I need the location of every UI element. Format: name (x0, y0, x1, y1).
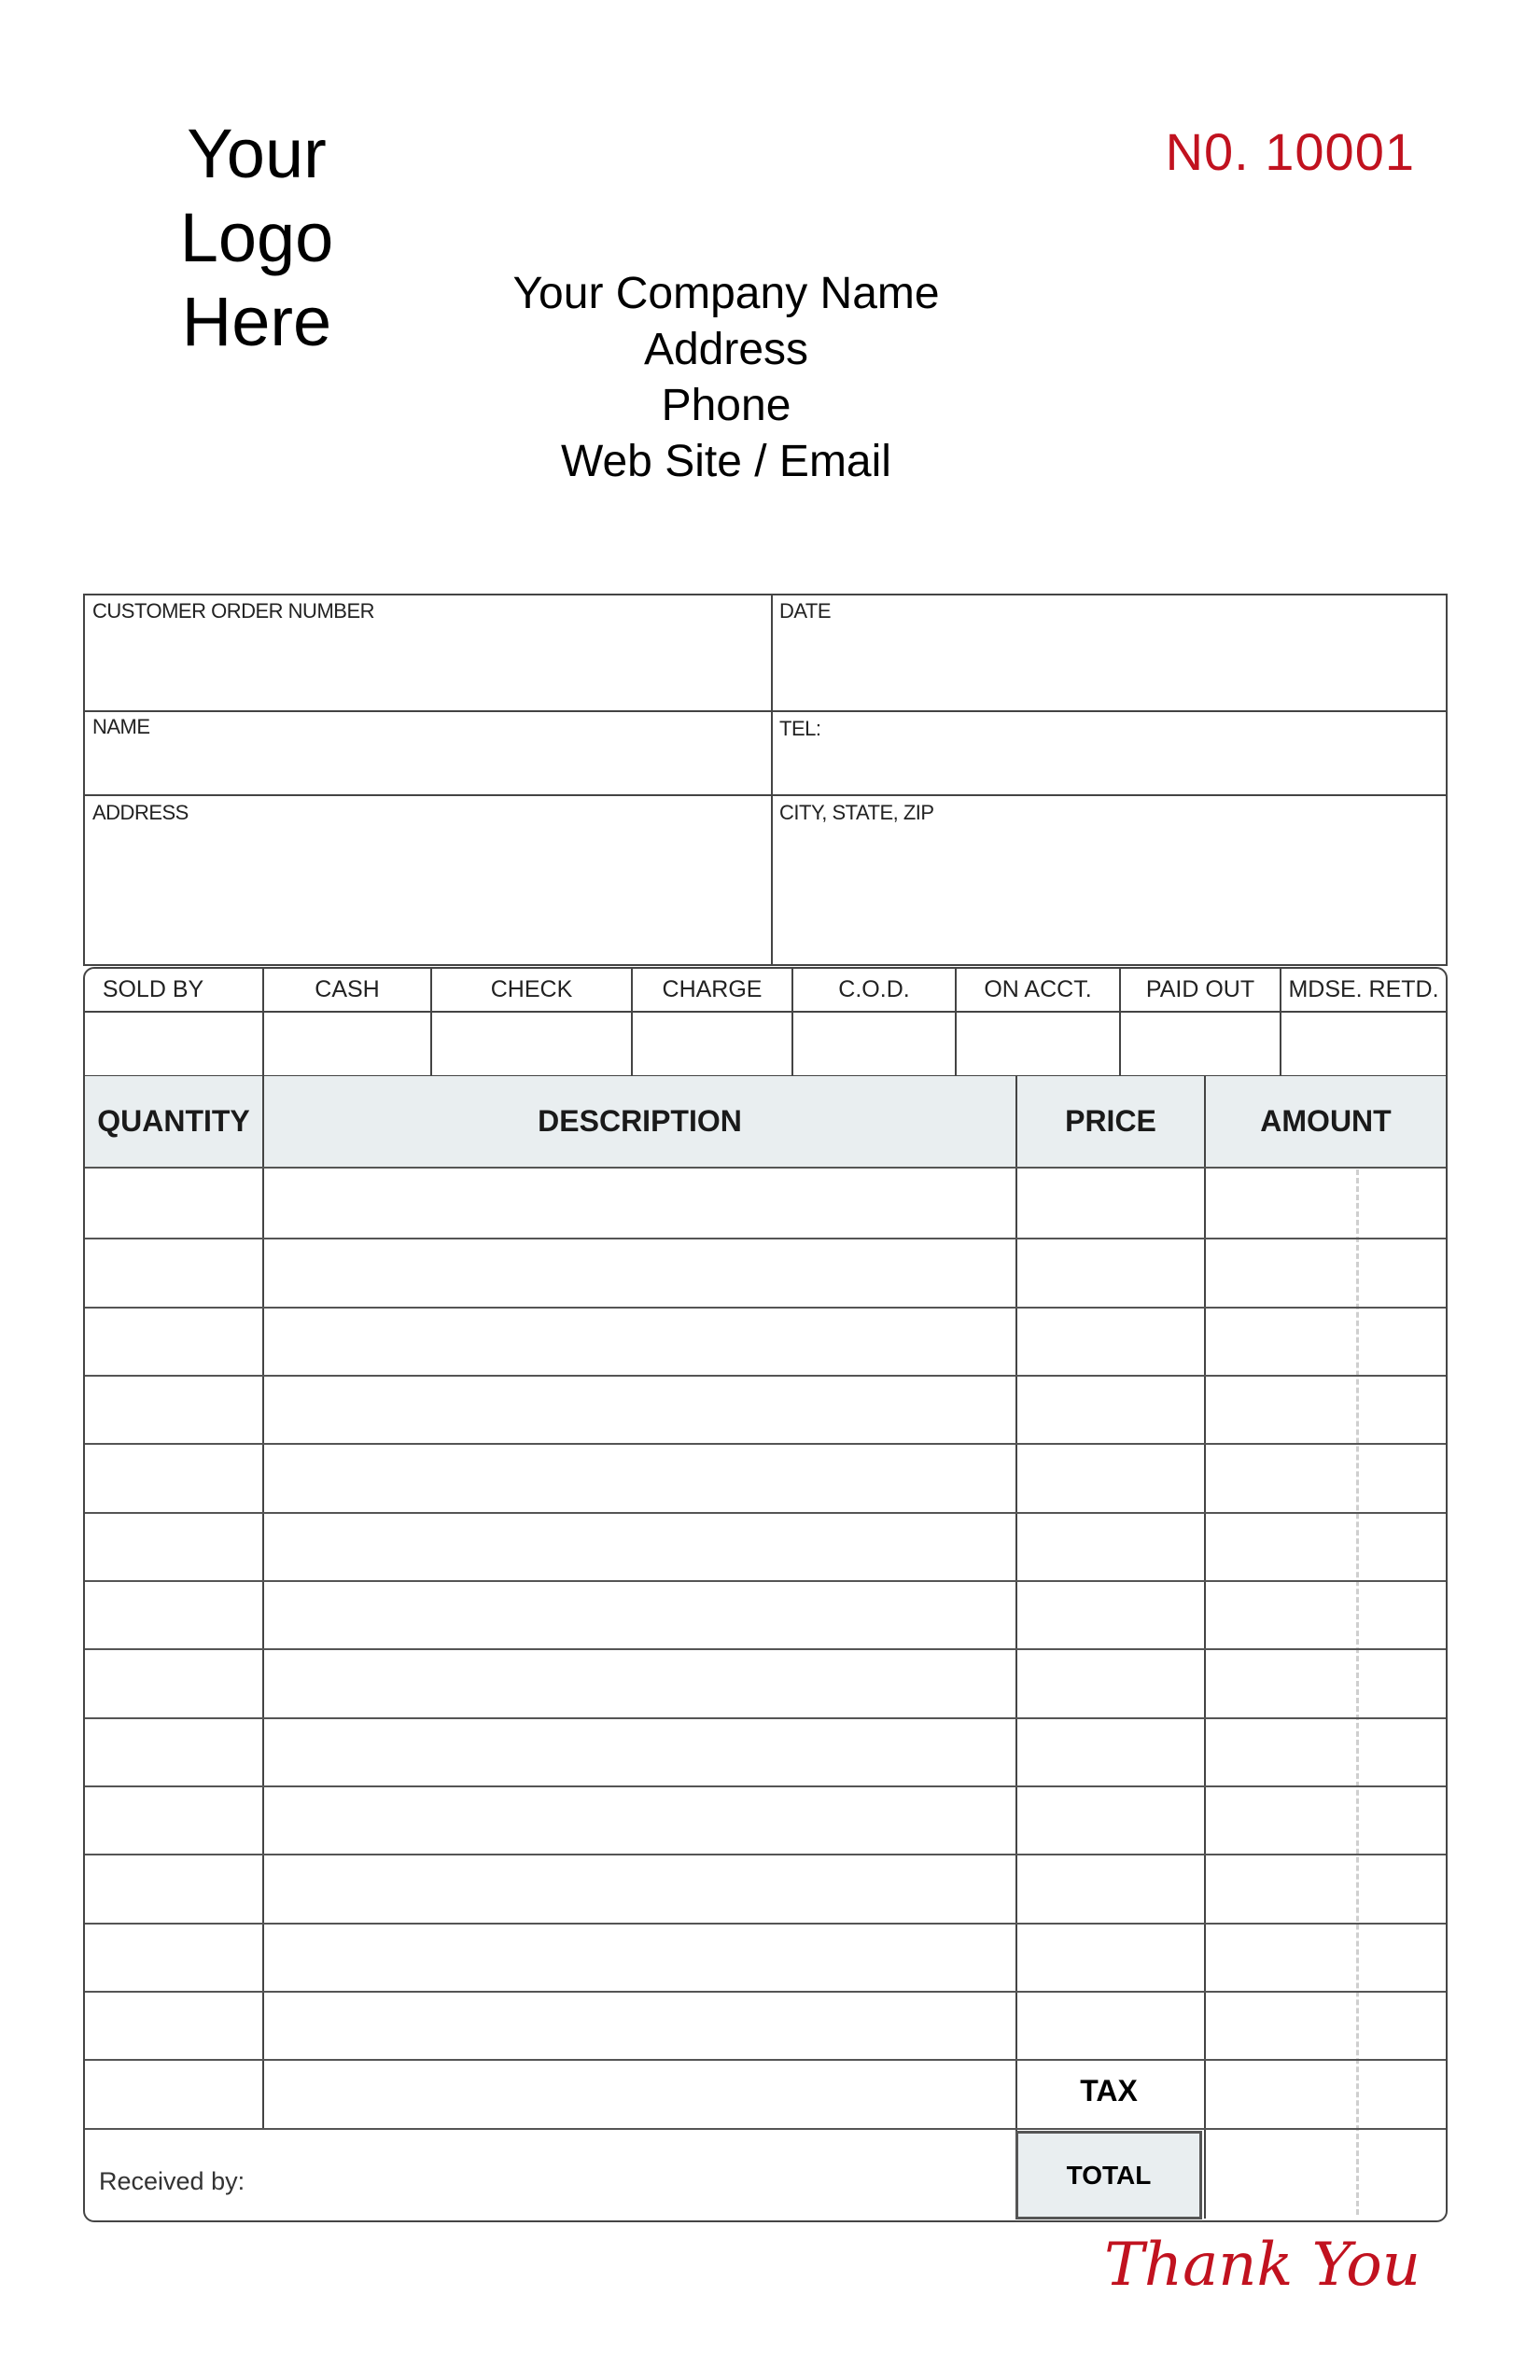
address-field[interactable] (89, 827, 766, 958)
company-name: Your Company Name (512, 269, 940, 318)
mdse-retd-label: MDSE. RETD. (1288, 976, 1439, 1002)
payment-method-row (83, 967, 1448, 1077)
thank-you-signature: Thank You (1104, 2231, 1421, 2300)
row-divider (85, 1443, 1446, 1445)
logo-line: Your (187, 115, 327, 192)
check-field[interactable] (434, 1014, 629, 1073)
row-divider (85, 1238, 1446, 1239)
sold-by-field[interactable] (87, 1014, 260, 1073)
divider (262, 1076, 264, 2129)
divider (771, 595, 773, 964)
date-field[interactable] (776, 625, 1444, 707)
row-divider (85, 1991, 1446, 1993)
divider (85, 1011, 1446, 1013)
city-state-zip-label: CITY, STATE, ZIP (779, 801, 934, 824)
invoice-number: N0. 10001 (1165, 122, 1415, 181)
cash-label: CASH (315, 976, 380, 1002)
row-divider (85, 1648, 1446, 1650)
customer-order-number-label: CUSTOMER ORDER NUMBER (92, 599, 375, 623)
company-web: Web Site / Email (561, 437, 891, 486)
amount-header: AMOUNT (1206, 1076, 1446, 1167)
divider (85, 794, 1446, 796)
mdse-retd-field[interactable] (1283, 1014, 1444, 1073)
logo-line: Logo (179, 199, 334, 276)
address-label: ADDRESS (92, 801, 189, 824)
row-divider (85, 2059, 1446, 2061)
divider (1204, 1076, 1206, 2219)
divider (85, 710, 1446, 712)
customer-order-number-field[interactable] (89, 625, 766, 707)
items-table (83, 1076, 1448, 2222)
row-divider (85, 2128, 1446, 2130)
paid-out-field[interactable] (1123, 1014, 1278, 1073)
logo-placeholder (140, 112, 373, 364)
logo-line: Here (181, 283, 332, 360)
cod-field[interactable] (795, 1014, 953, 1073)
check-label: CHECK (490, 976, 573, 1002)
row-divider (85, 1512, 1446, 1514)
description-header: DESCRIPTION (264, 1076, 1015, 1167)
company-block (446, 266, 1006, 490)
customer-info-box (83, 594, 1448, 966)
name-field[interactable] (89, 741, 766, 791)
cash-field[interactable] (266, 1014, 428, 1073)
company-phone: Phone (661, 381, 791, 430)
cod-label: C.O.D. (838, 976, 910, 1002)
tax-label: TAX (1080, 2073, 1138, 2107)
company-address: Address (643, 325, 809, 374)
row-divider (85, 1580, 1446, 1582)
row-divider (85, 1167, 1446, 1169)
charge-label: CHARGE (662, 976, 763, 1002)
on-acct-field[interactable] (959, 1014, 1117, 1073)
price-header: PRICE (1017, 1076, 1204, 1167)
charge-field[interactable] (635, 1014, 790, 1073)
quantity-header: QUANTITY (85, 1076, 262, 1167)
row-divider (85, 1717, 1446, 1719)
paid-out-label: PAID OUT (1145, 976, 1255, 1002)
date-label: DATE (779, 599, 832, 623)
total-label: TOTAL (1015, 2131, 1202, 2219)
row-divider (85, 1923, 1446, 1925)
row-divider (85, 1854, 1446, 1855)
row-divider (85, 1307, 1446, 1309)
city-state-zip-field[interactable] (776, 827, 1444, 958)
on-acct-label: ON ACCT. (984, 976, 1092, 1002)
received-by-label: Received by: (99, 2167, 245, 2195)
row-divider (85, 1375, 1446, 1377)
name-label: NAME (92, 715, 150, 738)
sold-by-label: SOLD BY (102, 976, 204, 1002)
cents-divider (1356, 1169, 1359, 2215)
divider (1015, 1076, 1017, 2219)
tel-field[interactable] (776, 741, 1444, 791)
tel-label: TEL: (779, 717, 821, 740)
row-divider (85, 1785, 1446, 1787)
